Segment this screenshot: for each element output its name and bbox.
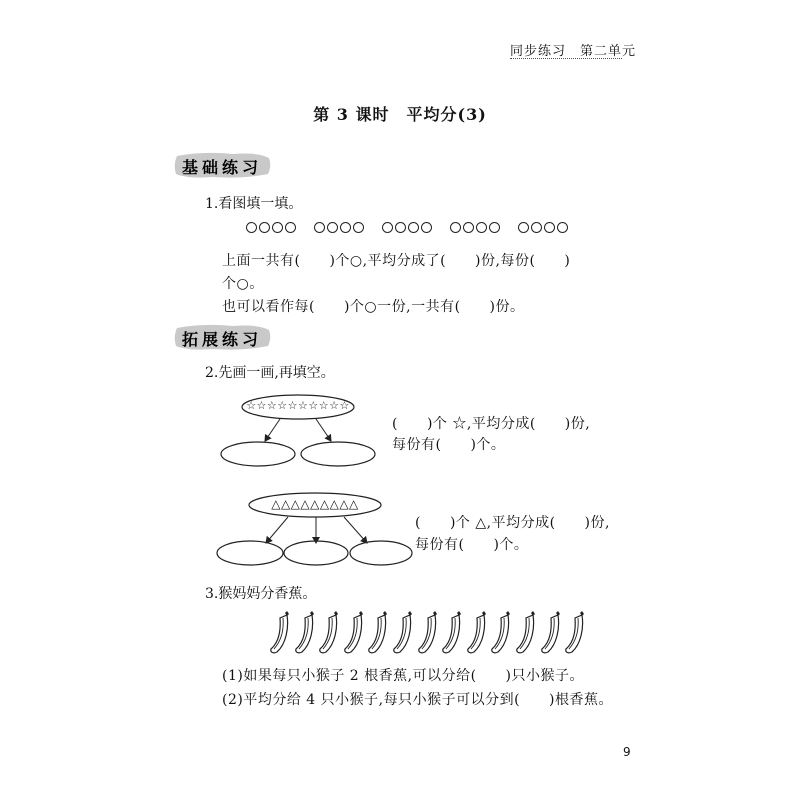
circle-icon [395, 222, 406, 233]
banana-icon [293, 610, 317, 654]
banana-row [268, 610, 588, 654]
q1-prompt: 1.看图填一填。 [205, 196, 303, 212]
lesson-title [0, 102, 800, 125]
page-number: 9 [623, 745, 631, 759]
group-oval [350, 541, 412, 565]
circle-icon [450, 222, 461, 233]
q1-line-3: 也可以看作每( )个○一份,一共有( )份。 [222, 299, 525, 315]
circle-groups [246, 222, 568, 233]
circle-group [450, 222, 500, 233]
q2-part2-line-1: ( )个 △,平均分成( )份, [415, 515, 610, 531]
circle-group [518, 222, 568, 233]
circle-icon [285, 222, 296, 233]
section-badge-basic [173, 150, 273, 180]
header-divider [510, 58, 622, 59]
running-header: 同步练习 第二单元 [510, 44, 637, 59]
banana-icon [539, 610, 563, 654]
circle-group [314, 222, 364, 233]
circle-group [382, 222, 432, 233]
q3-prompt: 3.猴妈妈分香蕉。 [205, 586, 317, 602]
circle-icon [421, 222, 432, 233]
circle-icon [463, 222, 474, 233]
banana-icon [440, 610, 464, 654]
circle-icon [272, 222, 283, 233]
circle-icon [259, 222, 270, 233]
q3-sub-1: (1)如果每只小猴子 2 根香蕉,可以分给( )只小猴子。 [222, 668, 585, 684]
arrow-right [344, 517, 367, 543]
q2-part1-line-2: 每份有( )个。 [392, 437, 506, 453]
circle-icon [557, 222, 568, 233]
banana-icon [268, 610, 292, 654]
banana-icon [317, 610, 341, 654]
banana-icon [391, 610, 415, 654]
q3-sub-2: (2)平均分给 4 只小猴子,每只小猴子可以分到( )根香蕉。 [222, 692, 614, 708]
banana-icon [514, 610, 538, 654]
circle-icon [489, 222, 500, 233]
triangle-row: △△△△△△△△△ [271, 497, 359, 511]
banana-icon [563, 610, 587, 654]
q2-prompt: 2.先画一画,再填空。 [205, 365, 335, 381]
circle-icon [353, 222, 364, 233]
circle-icon [246, 222, 257, 233]
circle-icon [518, 222, 529, 233]
circle-icon [531, 222, 542, 233]
q1-line-1: 上面一共有( )个○,平均分成了( )份,每份( ) [222, 253, 571, 269]
q2-part1-line-1: ( )个 ☆,平均分成( )份, [392, 416, 591, 432]
banana-icon [465, 610, 489, 654]
circle-icon [382, 222, 393, 233]
circle-group [246, 222, 296, 233]
banana-icon [366, 610, 390, 654]
group-oval [217, 541, 283, 565]
section-badge-extend [173, 322, 273, 352]
circle-icon [314, 222, 325, 233]
star-row: ☆☆☆☆☆☆☆☆☆☆ [246, 399, 350, 412]
circle-icon [408, 222, 419, 233]
q1-line-2: 个○。 [222, 276, 264, 292]
banana-icon [416, 610, 440, 654]
circle-icon [544, 222, 555, 233]
group-oval [301, 442, 375, 466]
banana-icon [489, 610, 513, 654]
circle-icon [476, 222, 487, 233]
circle-icon [340, 222, 351, 233]
section-label-extend: 拓展练习 [182, 330, 263, 349]
circle-icon [327, 222, 338, 233]
arrow-left [266, 517, 288, 543]
arrow-right [316, 419, 331, 441]
section-label-basic: 基础练习 [182, 158, 263, 177]
q2-part2-line-2: 每份有( )个。 [415, 537, 529, 553]
banana-icon [342, 610, 366, 654]
lesson-title-text: 第 3 课时 平均分(3) [313, 105, 487, 124]
group-oval [221, 442, 295, 466]
group-oval [284, 541, 348, 565]
arrow-left [265, 419, 280, 441]
